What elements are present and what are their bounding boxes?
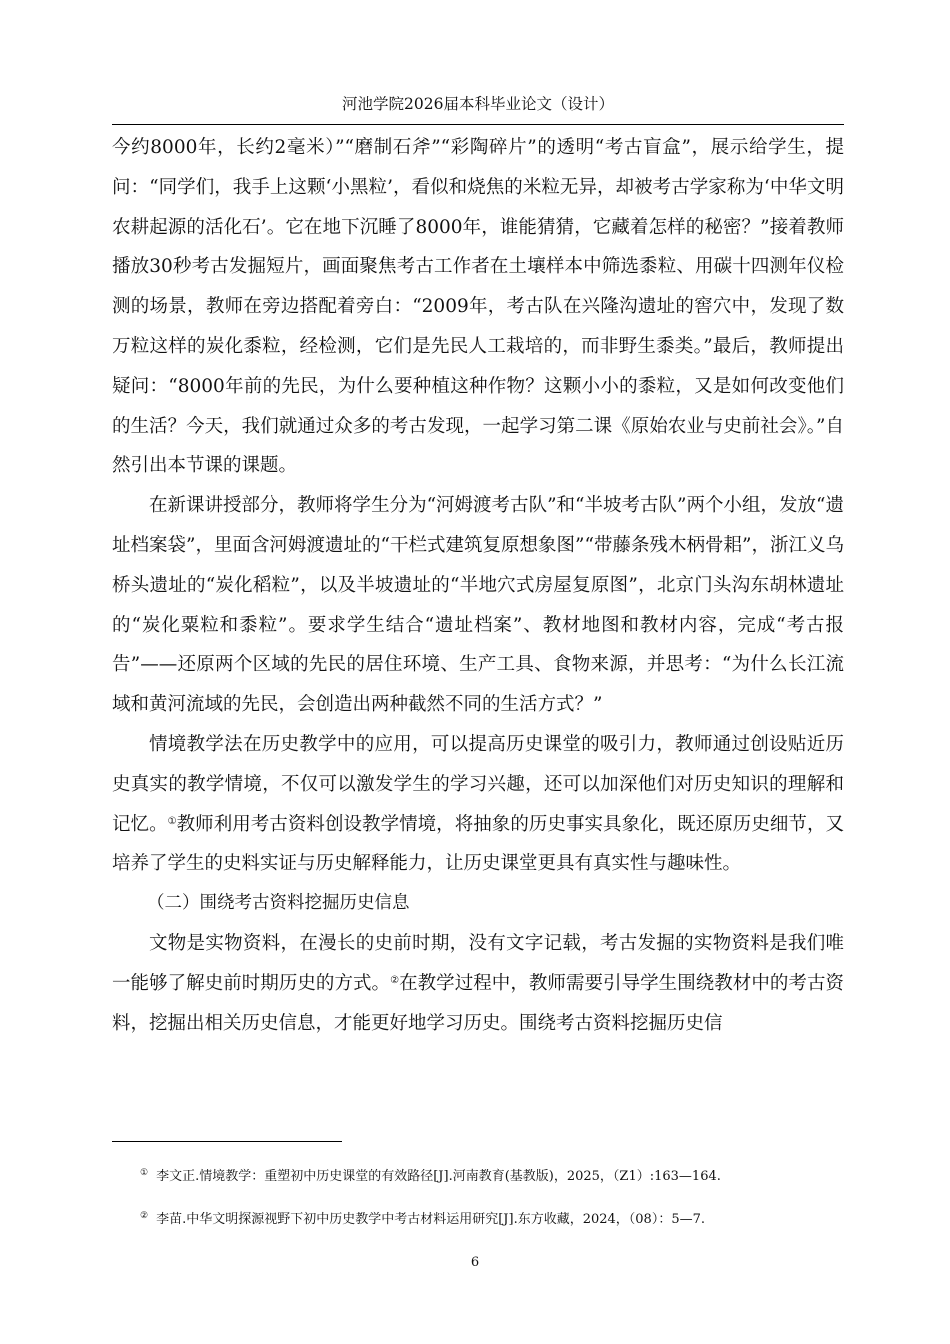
body-text: [112, 128, 844, 1043]
page-number: 6: [470, 1255, 480, 1270]
running-header: 河池学院2026届本科毕业论文（设计）: [342, 95, 614, 113]
paragraph-text: 情境教学法在历史教学中的应用，可以提高历史课堂的吸引力，教师通过创设贴近历史真实的教学情境，不仅可以激发学生的学习兴趣，还可以加深他们对历史知识的理解和记忆。: [112, 733, 844, 835]
footnote-mark: ①: [140, 1168, 149, 1178]
paragraph-text: 教师利用考古资料创设教学情境，将抽象的历史事实具象化，既还原历史细节，又培养了学生的史料实证与历史解释能力，让历史课堂更具有真实性与趣味性。: [112, 813, 844, 875]
footnote-text: 李苗.中华文明探源视野下初中历史教学中考古材料运用研究[J].东方收藏，2024，（08）：5—7.: [156, 1212, 705, 1227]
footnote-ref-2[interactable]: ②: [390, 974, 400, 986]
paragraph-text: 文物是实物资料，在漫长的史前时期，没有文字记载，考古发掘的实物资料是我们唯一能够了解史前时期历史的方式。: [112, 932, 844, 994]
paragraph-archaeology: [112, 924, 844, 1043]
footnote-ref-1[interactable]: ①: [167, 815, 177, 827]
footnote-2: [140, 1210, 844, 1230]
footnote-1: [140, 1167, 844, 1187]
paragraph-continued: 今约8000年，长约2毫米）”“磨制石斧”“彩陶碎片”的透明“考古盲盒”，展示给学生，提问：“同学们，我手上这颗‘小黑粒’，看似和烧焦的米粒无异，却被考古学家称为‘中华文明农耕起源的活化石’。它在地下沉睡了8000年，谁能猜猜，它藏着怎样的秘密？”接着教师播放30秒考古发掘短片，画面聚焦考古工作者在土壤样本中筛选黍粒、用碳十四测年仪检测的场景，教师在旁边搭配着旁白：“2009年，考古队在兴隆沟遗址的窖穴中，发现了数万粒这样的炭化黍粒，经检测，它们是先民人工栽培的，而非野生黍类。”最后，教师提出疑问：“8000年前的先民，为什么要种植这种作物？这颗小小的黍粒，又是如何改变他们的生活？今天，我们就通过众多的考古发现，一起学习第二课《原始农业与史前社会》。”自然引出本节课的课题。: [112, 137, 844, 477]
paragraph-new-lesson: 在新课讲授部分，教师将学生分为“河姆渡考古队”和“半坡考古队”两个小组，发放“遗址档案袋”，里面含河姆渡遗址的“干栏式建筑复原想象图”“带藤条残木柄骨耜”，浙江义乌桥头遗址的“炭化稻粒”，以及半坡遗址的“半地穴式房屋复原图”，北京门头沟东胡林遗址的“炭化粟粒和黍粒”。要求学生结合“遗址档案”、教材地图和教材内容，完成“考古报告”——还原两个区域的先民的居住环境、生产工具、食物来源，并思考：“为什么长江流域和黄河流域的先民，会创造出两种截然不同的生活方式？”: [112, 495, 844, 716]
paragraph-situational-teaching: [112, 725, 844, 884]
footnote-mark: ②: [140, 1211, 149, 1221]
paragraph-text: 在教学过程中，教师需要引导学生围绕教材中的考古资料，挖掘出相关历史信息，才能更好地学习历史。围绕考古资料挖掘历史信: [112, 972, 844, 1034]
footnote-text: 李文正.情境教学：重塑初中历史课堂的有效路径[J].河南教育(基教版)，2025，（Z1）:163—164.: [156, 1169, 721, 1184]
section-heading: （二）围绕考古资料挖掘历史信息: [147, 893, 410, 914]
header-rule: [112, 124, 844, 125]
footnote-rule: [112, 1141, 342, 1142]
